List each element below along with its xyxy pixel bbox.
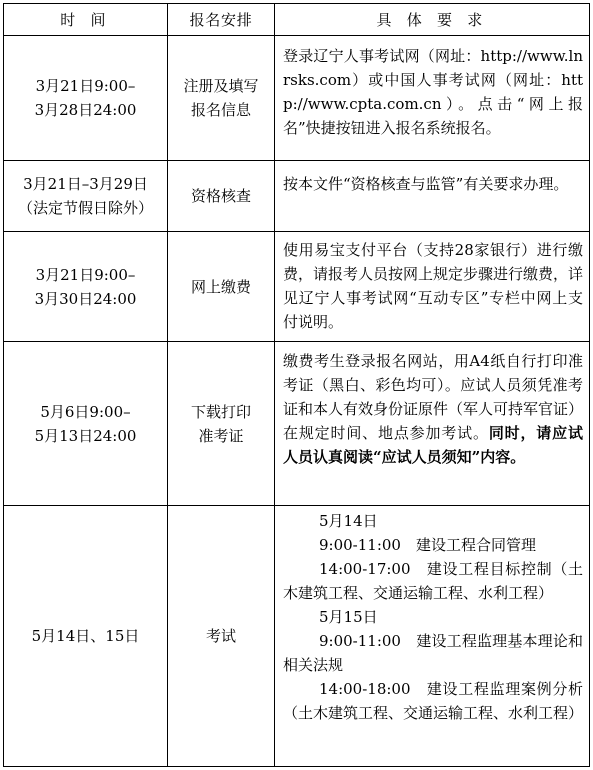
exam-day-2-session-2: 14:00-18:00 建设工程监理案例分析（土木建筑工程、交通运输工程、水利工程） [283, 680, 584, 722]
row-exam-time: 5月14日、15日 [31, 627, 140, 645]
row-exam-arrangement: 考试 [205, 627, 236, 645]
time-line: 3月21日9:00– [35, 77, 136, 95]
header-requirements: 具 体 要 求 [376, 10, 488, 29]
time-line: 3月21日9:00– [35, 265, 136, 284]
row-registration-time [4, 36, 167, 160]
row-ticket-time [4, 342, 167, 505]
header-arrangement: 报名安排 [189, 10, 253, 29]
row-verification-arrangement: 资格核查 [190, 187, 251, 205]
arrangement-line: 报名信息 [190, 101, 251, 119]
header-time: 时 间 [60, 10, 111, 29]
exam-day-2-session-1: 9:00-11:00 建设工程监理基本理论和相关法规 [283, 632, 583, 674]
time-line: 5月6日9:00– [40, 402, 131, 421]
table-border-right [589, 3, 590, 767]
row-ticket-requirement [283, 349, 583, 469]
row-exam-requirement [283, 509, 583, 725]
row-verification-time [4, 161, 167, 231]
row-registration-requirement: 登录辽宁人事考试网（网址：http://www.lnrsks.com）或中国人事考试网（网址：http://www.cpta.com.cn）。点击“网上报名”快捷按钮进入报名系统报名。 [283, 47, 583, 137]
ticket-requirement-text: 缴费考生登录报名网站，用A4纸自行打印准考证（黑白、彩色均可）。应试人员须凭准考证和本人有效身份证原件（军人可持军官证）在规定时间、地点参加考试。 [283, 352, 584, 442]
time-line: 3月28日24:00 [34, 101, 137, 119]
row-registration-arrangement [168, 36, 274, 160]
row-payment-requirement: 使用易宝支付平台（支持28家银行）进行缴费，请报考人员按网上规定步骤进行缴费，详见辽宁人事考试网“互动专区”专栏中网上支付说明。 [283, 241, 584, 331]
time-line: （法定节假日除外） [17, 199, 153, 217]
row-payment-arrangement: 网上缴费 [190, 277, 251, 296]
exam-day-1-session-1: 9:00-11:00 建设工程合同管理 [319, 536, 536, 554]
table-border-bottom [3, 766, 590, 767]
schedule-table [3, 3, 590, 767]
exam-day-1-session-2: 14:00-17:00 建设工程目标控制（土木建筑工程、交通运输工程、水利工程） [283, 560, 583, 602]
exam-day-2: 5月15日 [319, 608, 378, 626]
row-payment-time [4, 232, 167, 341]
ticket-requirement-notice: 同时，请应试人员认真阅读“应试人员须知”内容。 [283, 424, 583, 466]
time-line: 5月13日24:00 [34, 426, 137, 445]
time-line: 3月30日24:00 [34, 289, 137, 308]
column-divider [274, 3, 275, 767]
arrangement-line: 下载打印 [190, 402, 251, 421]
arrangement-line: 注册及填写 [183, 77, 259, 95]
time-line: 3月21日–3月29日 [23, 175, 148, 193]
arrangement-line: 准考证 [198, 426, 244, 445]
row-ticket-arrangement [168, 342, 274, 505]
exam-day-1: 5月14日 [319, 512, 378, 530]
row-verification-requirement: 按本文件“资格核查与监管”有关要求办理。 [283, 175, 569, 193]
